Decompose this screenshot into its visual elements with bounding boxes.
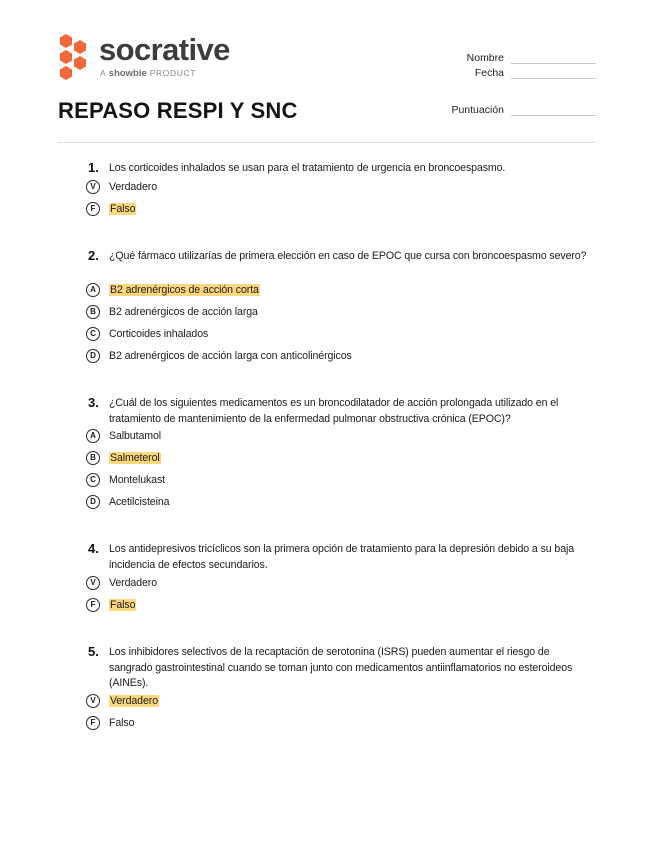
option-letter-badge: B — [86, 305, 100, 319]
option-letter-badge: C — [86, 473, 100, 487]
hexagon-cluster-icon — [58, 34, 90, 80]
option-letter-badge: V — [86, 694, 100, 708]
option-text-wrapper — [109, 202, 136, 216]
correct-answer-highlight: Salmeterol — [110, 452, 160, 464]
option-text: B2 adrenérgicos de acción larga — [109, 306, 258, 318]
option-c[interactable] — [86, 473, 586, 491]
score-line[interactable] — [511, 115, 596, 116]
option-a[interactable] — [86, 283, 586, 301]
correct-answer-highlight: B2 adrenérgicos de acción corta — [110, 284, 259, 296]
option-letter-badge: D — [86, 495, 100, 509]
date-label: Fecha — [474, 67, 504, 79]
correct-answer-highlight: Falso — [110, 599, 136, 611]
header-divider — [58, 142, 596, 143]
option-text: B2 adrenérgicos de acción larga con anticolinérgicos — [109, 350, 352, 362]
tagline-suffix: PRODUCT — [149, 68, 196, 78]
option-text-wrapper — [109, 598, 136, 612]
option-text: Montelukast — [109, 474, 166, 486]
question-text: Los corticoides inhalados se usan para el tratamiento de urgencia en broncoespasmo. — [109, 162, 506, 174]
name-line[interactable] — [511, 63, 596, 64]
option-text-wrapper — [109, 694, 159, 708]
option-v[interactable] — [86, 694, 586, 712]
socrative-logo — [58, 34, 258, 80]
option-b[interactable] — [86, 305, 586, 323]
option-text-wrapper — [109, 283, 260, 297]
option-letter-badge: V — [86, 180, 100, 194]
correct-answer-highlight: Falso — [110, 203, 136, 215]
question-text: Los antidepresivos tricíclicos son la primera opción de tratamiento para la depresión debido a su baja incidencia de efectos secundarios. — [109, 543, 575, 571]
option-f[interactable] — [86, 716, 586, 734]
brand-name: socrative — [99, 32, 230, 67]
option-text-wrapper — [109, 451, 161, 465]
tagline-prefix: A — [100, 68, 106, 78]
option-text: Acetilcisteina — [109, 496, 170, 508]
option-text: Verdadero — [109, 181, 157, 193]
option-text: Corticoides inhalados — [109, 328, 209, 340]
tagline-brand: showbie — [108, 68, 147, 79]
option-text: Verdadero — [109, 577, 157, 589]
score-field — [420, 104, 504, 118]
name-label: Nombre — [466, 52, 504, 64]
question-text: ¿Qué fármaco utilizarías de primera elección en caso de EPOC que cursa con broncoespasmo severo? — [109, 250, 587, 262]
correct-answer-highlight: Verdadero — [110, 695, 158, 707]
question-text: Los inhibidores selectivos de la recaptación de serotonina (ISRS) pueden aumentar el riesgo de sangrado gastrointestinal cuando se toman junto con medicamentos antiinflamatorios no esteroideos (AINEs). — [109, 646, 573, 689]
option-letter-badge: F — [86, 716, 100, 730]
option-b[interactable] — [86, 451, 586, 469]
date-line[interactable] — [511, 78, 596, 79]
option-letter-badge: A — [86, 283, 100, 297]
question-text: ¿Cuál de los siguientes medicamentos es un broncodilatador de acción prolongada utilizado en el tratamiento de mantenimiento de la enfermedad pulmonar obstructiva crónica (EPOC)? — [109, 397, 559, 425]
question-number: 3. — [88, 395, 99, 410]
option-letter-badge: B — [86, 451, 100, 465]
option-d[interactable] — [86, 495, 586, 513]
option-text: Salbutamol — [109, 430, 161, 442]
option-letter-badge: F — [86, 598, 100, 612]
option-a[interactable] — [86, 429, 586, 447]
question-number: 5. — [88, 644, 99, 659]
option-v[interactable] — [86, 576, 586, 594]
question-number: 4. — [88, 541, 99, 556]
option-f[interactable] — [86, 202, 586, 220]
option-letter-badge: F — [86, 202, 100, 216]
quiz-title: REPASO RESPI Y SNC — [58, 98, 298, 123]
question-number: 2. — [88, 248, 99, 263]
page-header — [0, 0, 654, 150]
question-number: 1. — [88, 160, 99, 175]
option-letter-badge: V — [86, 576, 100, 590]
option-d[interactable] — [86, 349, 586, 367]
option-letter-badge: D — [86, 349, 100, 363]
option-v[interactable] — [86, 180, 586, 198]
option-text: Falso — [109, 717, 135, 729]
brand-tagline — [100, 68, 196, 79]
score-label: Puntuación — [451, 104, 504, 116]
name-field — [440, 52, 504, 66]
date-field — [440, 67, 504, 81]
option-c[interactable] — [86, 327, 586, 345]
option-letter-badge: C — [86, 327, 100, 341]
option-f[interactable] — [86, 598, 586, 616]
option-letter-badge: A — [86, 429, 100, 443]
